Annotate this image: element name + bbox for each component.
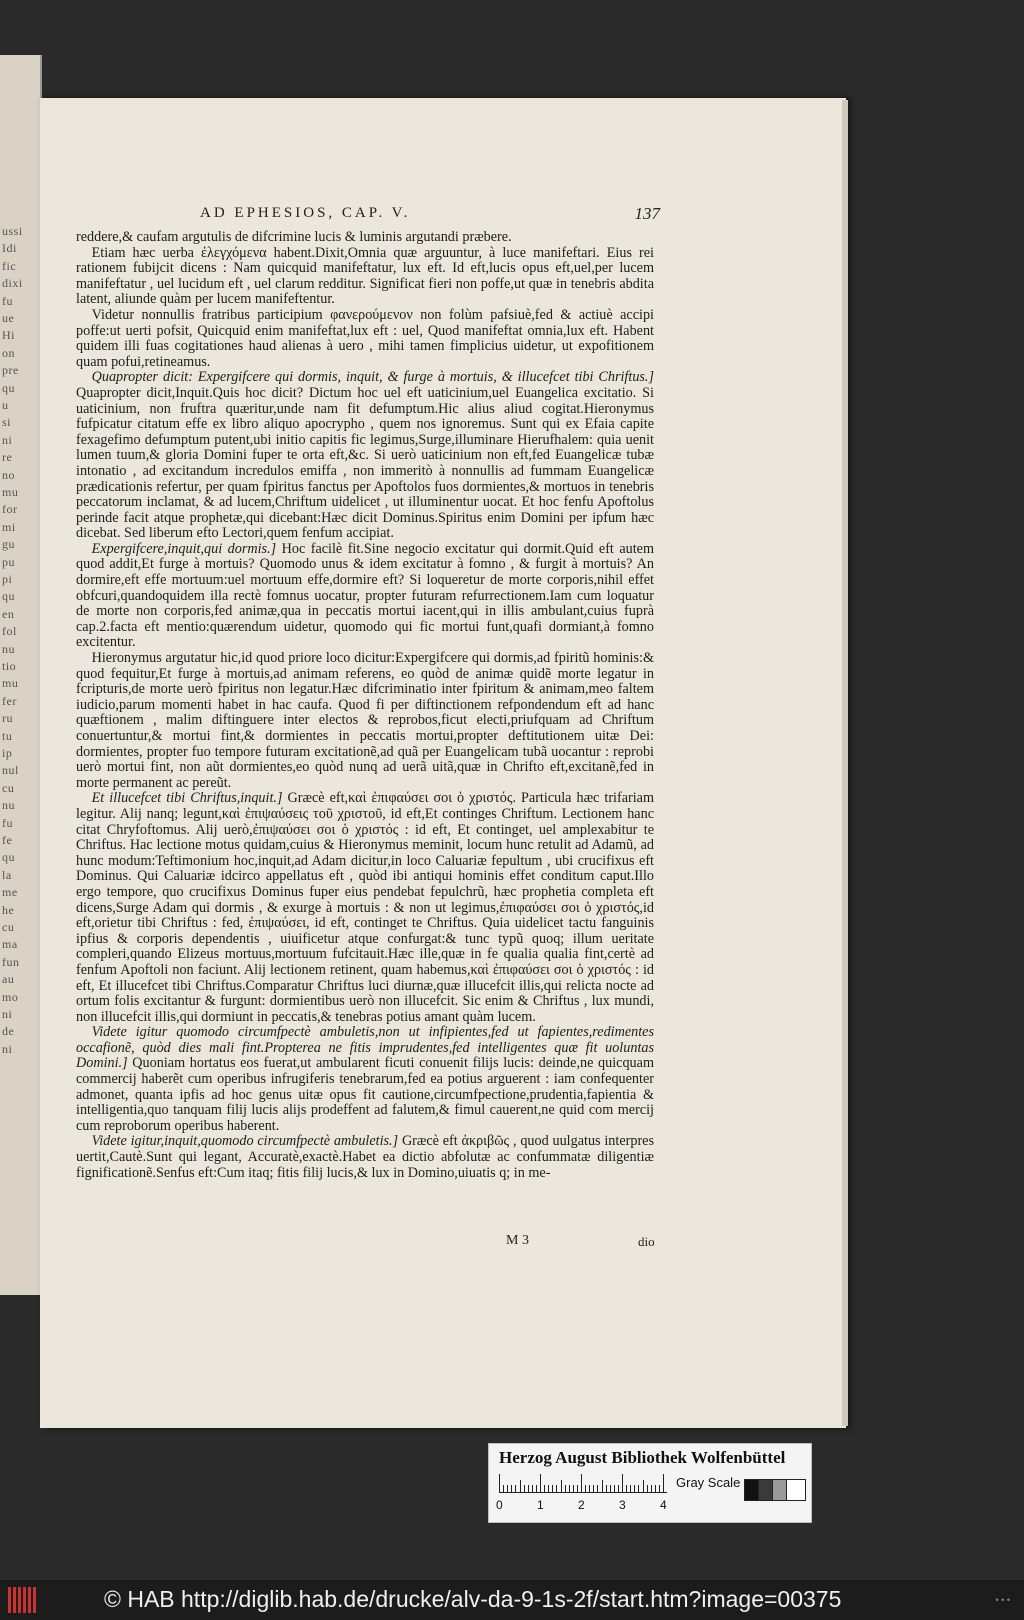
paragraph-lemma: Quapropter dicit: Expergifcere qui dormis, inquit, & furge à mortuis, & illucefcet tibi Chriftus.] — [91, 369, 654, 386]
previous-page-fragment: fic — [2, 258, 17, 273]
ruler-tick — [663, 1474, 664, 1492]
ruler-tick — [548, 1485, 549, 1492]
paragraph — [76, 791, 654, 1025]
ruler-tick — [573, 1485, 574, 1492]
paragraph — [76, 370, 654, 542]
previous-page-fragment: gu — [2, 537, 15, 552]
ruler-tick — [581, 1474, 582, 1492]
paragraph-text: Quapropter dicit,Inquit.Quis hoc dicit? Dictum hoc uel eft uaticinium,uel Euangelica excitatio. Si uaticinium, non fruftra quæritur,unde nam fit defumptum.Hic alius aliud cogitat.Hieronymus fufpicatur citatum effe ex libro aliquo apocrypho , quem nos ignoremus. Sunt qui ex Efaia capite fexagefimo defumptum putent,ubi initio capitis fic legimus,Surge,illuminare Hierufhalem: quia uenit lumen tuum,& gloria Domini fuper te orta eft,&c. Si uerò uaticinium non eft,fed Euangelicæ tubæ intonatio , ad excitandum incredulos emiffa , non immeritò à nonnullis ad fummam Euangelicæ prædicationis refertur, per quam fpiritus fanctus per Apoftolos fuos dormientes,& mortuos in tenebris peccatorum inclamat, & ad lucem,Chriftum uidelicet , ut illuminentur uocat. Et hoc fenfu Apoftolus perinde facit atque prophetæ,qui dicebant:Hæc dicit Dominus.Spiritus enim Domini per ipfum hæc dicebat. Sed liberum efto Lectori,quem fenfum accipiat. — [76, 384, 654, 542]
previous-page-fragment: mu — [2, 485, 19, 499]
previous-page-fragment: fu — [2, 293, 13, 308]
previous-page-fragment: u — [2, 398, 9, 412]
previous-page-fragment: nu — [2, 798, 15, 813]
ruler-tick — [589, 1485, 590, 1492]
previous-page-fragment: he — [2, 902, 15, 917]
ruler-tick — [532, 1485, 533, 1492]
ruler-tick — [655, 1485, 656, 1492]
previous-page-fragment: pi — [2, 572, 13, 586]
paragraph-text: Hoc facilè fit.Sine negocio excitatur qui dormit.Quid eft autem quod addit,Et furge à mortuis? Quomodo unus & idem excitatur à fomno , & furgit à mortuis? An dormire,eft effe mortuum:uel mortuum effe,dormire eft? Si loqueretur de morte corporis,nihil effet obfcuri,quandoquidem illa rectè fomnus uocatur, propter futuram refurrectionem.Iam cum loquatur de morte non corporis,fed animæ,qua in peccatis mortui iacent,qui in illis ambulant,cuius fuprà cap.2.facta eft mentio:quærendum uidetur, quomodo qui fic mortui funt,quafi dormiant,à fomno excitentur. — [76, 540, 654, 651]
body-text — [76, 230, 654, 1181]
previous-page-fragment: ma — [2, 937, 18, 952]
ruler-tick — [606, 1485, 607, 1492]
ruler-number: 0 — [496, 1498, 503, 1512]
ruler-tick — [643, 1480, 644, 1492]
previous-page-fragment: no — [2, 467, 15, 482]
previous-page-fragment: fer — [2, 693, 17, 708]
paragraph — [76, 651, 654, 791]
ruler-number: 2 — [578, 1498, 585, 1512]
previous-page-fragment: si — [2, 415, 12, 430]
paragraph-lemma: Videte igitur quomodo circumfpectè ambuletis,non ut infipientes,fed ut fapientes,redimentes occafionẽ, quòd dies mali fint.Propterea ne fitis imprudentes,fed intelligentes quæ fit uoluntas Domini.] — [76, 1024, 654, 1072]
paragraph-text: Hieronymus argutatur hic,id quod priore loco dicitur:Expergifcere qui dormis,ad fpiritũ hominis:& quod fequitur,Et furge à mortuis,ad animam referens, eo quòd de animæ quidẽ morte legatur in fcripturis,de morte uerò fpiritus non legatur.Hæc difcriminatio inter fpiritum & animam,meo faltem iudicio,parum momenti habet in hac caufa. Quod fi per diftinctionem refpondendum eft ad hanc quæftionem , malim diftinguere inter electos & reprobos,ficut electi,priufquam ad Chriftum conuertuntur,& mortui fint,& dormientes in peccatis mortui,propter deftitutionem uitæ Dei: dormientes, propter fuo tempore futuram excitationẽ,ad quã per Euangelicam tubã uocantur : reprobi uerò mortui fint, non aũt dormientes,eo quòd nunq ad uerã uitã,quæ in Chrifto eft,excitanẽ,fed in morte permanent ac pereũt. — [76, 650, 654, 791]
footer-credit[interactable]: © HAB http://diglib.hab.de/drucke/alv-da-9-1s-2f/start.htm?image=00375 — [104, 1586, 842, 1612]
paragraph-lemma: Et illucefcet tibi Chriftus,inquit.] — [91, 790, 283, 807]
paragraph-lemma: Videte igitur,inquit,quomodo circumfpectè ambuletis.] — [91, 1133, 399, 1150]
previous-page-fragment: ni — [2, 1007, 13, 1021]
paragraph-text: Græcè eft ἀκριβῶς , quod uulgatus interpres uertit,Cautè.Sunt qui legant, Accuratè,exactè.Habet ea dictio abfolutæ ac confummatæ diligentiæ fignificationẽ.Senfus eft:Cum itaq; fitis filij lucis,& lux in Domino,uiuatis q; in me- — [76, 1133, 654, 1181]
ruler-tick — [503, 1485, 504, 1492]
ruler-tick — [540, 1474, 541, 1492]
ruler-tick — [577, 1485, 578, 1492]
previous-page-fragment: Hi — [2, 328, 15, 343]
ruler — [499, 1474, 667, 1493]
previous-page-fragment: nu — [2, 641, 15, 656]
previous-page-fragment: re — [2, 450, 13, 465]
footer-dots: • • • — [995, 1595, 1010, 1605]
previous-page-fragment: pre — [2, 363, 19, 378]
ruler-tick — [618, 1485, 619, 1492]
ruler-tick — [585, 1485, 586, 1492]
paragraph-text: Quoniam hortatus eos fuerat,ut ambularent ficuti conuenit filijs lucis: deinde,ne quicquam commercij haberẽt cum operibus infrugiferis tenebrarum,fed ea potius arguerent : iam confequenter admonet, quanta ipfis ad hoc genus uitæ opus fit cautione,circumfpectione,prudentia,fapientia & intelligentia,quo tanquam filij lucis alijs prodeffent ad falutem,& fimul cauerent,ne quid com mercij cum reproborum operibus haberent. — [76, 1055, 654, 1134]
paragraph — [76, 308, 654, 370]
previous-page-fragment: fe — [2, 833, 13, 847]
catchword: dio — [638, 1234, 655, 1249]
footer-bar — [0, 1580, 1024, 1620]
ruler-tick — [622, 1474, 623, 1492]
ruler-tick — [552, 1485, 553, 1492]
paragraph — [76, 230, 654, 246]
ruler-number: 1 — [537, 1498, 544, 1512]
ruler-tick — [597, 1485, 598, 1492]
previous-page-fragment: nul — [2, 763, 19, 778]
paragraph-lemma: Expergifcere,inquit,qui dormis.] — [91, 540, 277, 557]
ruler-tick — [626, 1485, 627, 1492]
previous-page-fragment: ussi — [2, 224, 23, 238]
ruler-number: 4 — [660, 1498, 667, 1512]
previous-page-fragment: me — [2, 885, 18, 900]
previous-page-fragment: ue — [2, 311, 15, 325]
ruler-tick — [602, 1480, 603, 1492]
ruler-tick — [634, 1485, 635, 1492]
ruler-tick — [569, 1485, 570, 1492]
ruler-tick — [536, 1485, 537, 1492]
ruler-tick — [651, 1485, 652, 1492]
previous-page-fragment: pu — [2, 554, 15, 569]
previous-page-fragment: qu — [2, 380, 15, 395]
paragraph-text: Videtur nonnullis fratribus participium φανερούμενον non folùm pafsiuè,fed & actiuè accipi poffe:ut uerti pofsit, Quicquid enim manifeftat,lux eft : uel, Quod manifeftat omnia,lux eft. Habent quidem illi fuas cogitationes haud alienas à uero , mihi tamen fimplicius uidetur, ut expofitionem quam pofui,retineamus. — [76, 306, 654, 370]
previous-page-fragment: qu — [2, 850, 15, 865]
ruler-tick — [524, 1485, 525, 1492]
running-head-title: AD EPHESIOS, CAP. V. — [200, 205, 411, 221]
paragraph — [76, 1134, 654, 1181]
previous-page-fragment: qu — [2, 589, 15, 604]
running-head — [200, 205, 660, 222]
previous-page-fragment: for — [2, 502, 18, 517]
ruler-tick — [515, 1485, 516, 1492]
previous-page-fragment: ru — [2, 711, 13, 726]
scale-target — [488, 1443, 812, 1523]
ruler-tick — [610, 1485, 611, 1492]
paragraph — [76, 542, 654, 651]
ruler-tick — [520, 1480, 521, 1492]
previous-page-fragment: tu — [2, 728, 13, 743]
hab-barcode-logo-icon — [8, 1587, 44, 1613]
previous-page-fragment: ni — [2, 1041, 13, 1056]
previous-page-fragment: au — [2, 972, 15, 987]
previous-page-fragment: ip — [2, 746, 13, 760]
previous-page-fragment: mu — [2, 676, 19, 691]
ruler-tick — [638, 1485, 639, 1492]
signature-mark: M 3 — [506, 1233, 529, 1248]
page-number: 137 — [634, 204, 660, 223]
previous-page-fragment: tio — [2, 659, 17, 673]
previous-page-fragment: cu — [2, 780, 15, 795]
previous-page-fragment: en — [2, 606, 15, 621]
ruler-tick — [528, 1485, 529, 1492]
ruler-tick — [647, 1485, 648, 1492]
previous-page-edge — [0, 55, 42, 1295]
ruler-tick — [565, 1485, 566, 1492]
ruler-tick — [614, 1485, 615, 1492]
page-edge — [842, 100, 848, 1426]
paragraph-text: Græcè eft,καὶ ἐπιφαύσει σοι ὁ χριστός. Particula hæc trifariam legitur. Alij nanq; legunt,καὶ ἐπιψαύσεις τοῦ χριστοῦ, id eft,Et continges Chriftum. Lectionem hanc citat Chryfoftomus. Alij uerò,ἐπιψαύσει σοι ὁ χριστός : id eft, Et continget, uel amplexabitur te Chriftus. Hac lectione motus quidam,cuius & Hieronymus meminit, locum hunc retulit ad Adamũ, ad hunc modum:Teftimonium hoc,inquit,ad Adam dicitur,in loco Caluariæ fepultum , ubi crucifixus eft Dominus. Qui Caluariæ idcirco appellatus eft , quòd ibi antiqui hominis effet conditum caput.Illo ergo tempore, quo crucifixus Dominus fuper eius pendebat fepulchrũ, hæc prophetia completa eft dicens,Surge Adam qui dormis , & exurge à mortuis : & non ut legimus,ἐπιφαύσει σοι ὁ χριστός,id eft,orietur tibi Chriftus : fed, ἐπιψαύσει, id eft, continget te Chriftus. Quia uidelicet tactu fanguinis ipfius & corporis dependentis , uiuificetur atque confurgat:& tunc typũ quoq; illum ueritate compleri,quando Elizeus mortuus,mortuum fufcitauit.Hæc ille,quæ in fe qualia qualia fint,certè ad fenfum Apoftoli non faciunt. Alij lectionem retinent, quam habemus,καὶ ἐπιφαύσει σοι ὁ χριστός : id eft, Et illucefcet tibi Chriftus.Comparatur Chriftus luci diurnæ,quæ illucefcit illis,qui relicta nocte ad ortum folis excitantur & furgunt: dormientibus uerò non illucefcit. Sic enim & Chriftus , lux mundi, non illucefcit illis,qui dormiunt in peccatis,& tenebras potius amant quàm lucem. — [76, 790, 655, 1025]
ruler-tick — [499, 1474, 500, 1492]
previous-page-fragment: dixi — [2, 276, 23, 291]
ruler-number: 3 — [619, 1498, 626, 1512]
previous-page-fragment: cu — [2, 920, 15, 934]
paragraph — [76, 246, 654, 308]
ruler-tick — [544, 1485, 545, 1492]
previous-page-fragment: mi — [2, 519, 16, 534]
previous-page-fragment: fun — [2, 954, 20, 969]
paragraph — [76, 1025, 654, 1134]
previous-page-fragment: fol — [2, 624, 17, 639]
ruler-tick — [556, 1485, 557, 1492]
previous-page-fragment: la — [2, 867, 12, 882]
ruler-tick — [659, 1485, 660, 1492]
previous-page-fragment: mo — [2, 989, 19, 1004]
previous-page-fragment: de — [2, 1024, 15, 1039]
gray-swatch — [786, 1479, 806, 1501]
paragraph-text: Etiam hæc uerba ἐλεγχόμενα habent.Dixit,Omnia quæ arguuntur, à luce manifeftari. Eius rei rationem fubijcit dicens : Nam quicquid manifeftatur, lux eft. Id eft,lucis opus eft,uel,per lucem manifeftatur , uel lucidum eft , uel clarum redditur. Significat fieri non poffe,ut quæ in tenebris abdita latent, aliunde quàm per lucem manifeftentur. — [76, 244, 654, 308]
gray-scale-label: Gray Scale — [676, 1475, 741, 1490]
ruler-tick — [593, 1485, 594, 1492]
previous-page-fragment: ni — [2, 432, 13, 447]
previous-page-fragment: on — [2, 345, 15, 360]
previous-page-fragment: Idi — [2, 241, 17, 256]
ruler-tick — [507, 1485, 508, 1492]
paragraph-text: reddere,& caufam argutulis de difcrimine lucis & luminis argutandi præbere. — [76, 229, 512, 245]
ruler-tick — [561, 1480, 562, 1492]
previous-page-fragment: fu — [2, 815, 13, 830]
ruler-tick — [630, 1485, 631, 1492]
library-name: Herzog August Bibliothek Wolfenbüttel — [499, 1448, 786, 1467]
ruler-tick — [511, 1485, 512, 1492]
